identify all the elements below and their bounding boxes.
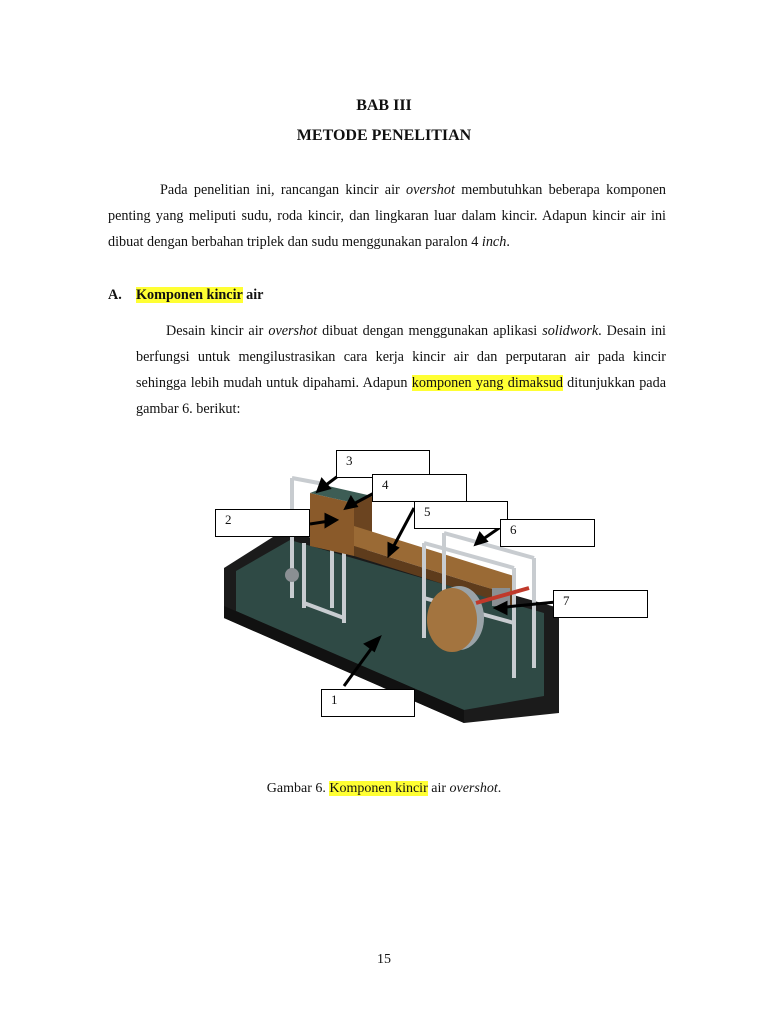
intro-text: Pada penelitian ini, rancangan kincir air bbox=[160, 182, 407, 198]
pump bbox=[285, 568, 299, 582]
chapter-title: METODE PENELITIAN bbox=[296, 127, 472, 144]
caption-italic: overshot bbox=[449, 781, 498, 796]
design-text: Desain kincir air bbox=[166, 323, 269, 339]
intro-italic-overshot: overshot bbox=[406, 182, 455, 198]
callout-1: 1 bbox=[321, 689, 415, 717]
chapter-heading: BAB III bbox=[356, 97, 412, 114]
callout-5: 5 bbox=[414, 501, 508, 529]
caption-prefix: Gambar 6. bbox=[266, 781, 330, 796]
callout-6: 6 bbox=[500, 519, 595, 547]
section-title-highlight: Komponen kincir bbox=[136, 287, 243, 303]
design-text-3: . Desain ini berfungsi untuk mengilustrasikan cara kerja kincir air dan perputaran air pada kincir sehingga lebih mudah untuk dipahami. Adapun bbox=[136, 323, 667, 391]
caption-highlight: Komponen kincir bbox=[329, 781, 428, 796]
callout-7: 7 bbox=[553, 590, 648, 618]
callout-4: 4 bbox=[372, 474, 467, 502]
callout-2: 2 bbox=[215, 509, 310, 537]
design-italic-overshot: overshot bbox=[268, 323, 318, 339]
intro-paragraph bbox=[108, 177, 666, 255]
section-title-rest: air bbox=[242, 287, 264, 303]
section-number: A. bbox=[108, 287, 122, 303]
design-text-4: ditunjukkan pada gambar 6. berikut: bbox=[136, 375, 666, 417]
callout-3: 3 bbox=[336, 450, 430, 478]
intro-text-2: membutuhkan beberapa komponen penting yang meliputi sudu, roda kincir, dan lingkaran luar dalam kincir. Adapun kincir air ini dibuat dengan berbahan triplek dan sudu menggunakan paralon 4 bbox=[108, 182, 667, 250]
caption-middle: air bbox=[427, 781, 450, 796]
page-number: 15 bbox=[377, 952, 391, 967]
design-italic-solidwork: solidwork bbox=[542, 323, 599, 339]
design-paragraph bbox=[136, 318, 666, 422]
figure-caption bbox=[0, 781, 768, 797]
design-highlight: komponen yang dimaksud bbox=[411, 375, 563, 391]
wheel-disk bbox=[427, 588, 477, 652]
section-heading bbox=[108, 287, 263, 304]
design-text-2: dibuat dengan menggunakan aplikasi bbox=[317, 323, 543, 339]
intro-end: . bbox=[506, 234, 510, 250]
intro-italic-inch: inch bbox=[481, 234, 507, 250]
caption-end: . bbox=[497, 781, 502, 796]
